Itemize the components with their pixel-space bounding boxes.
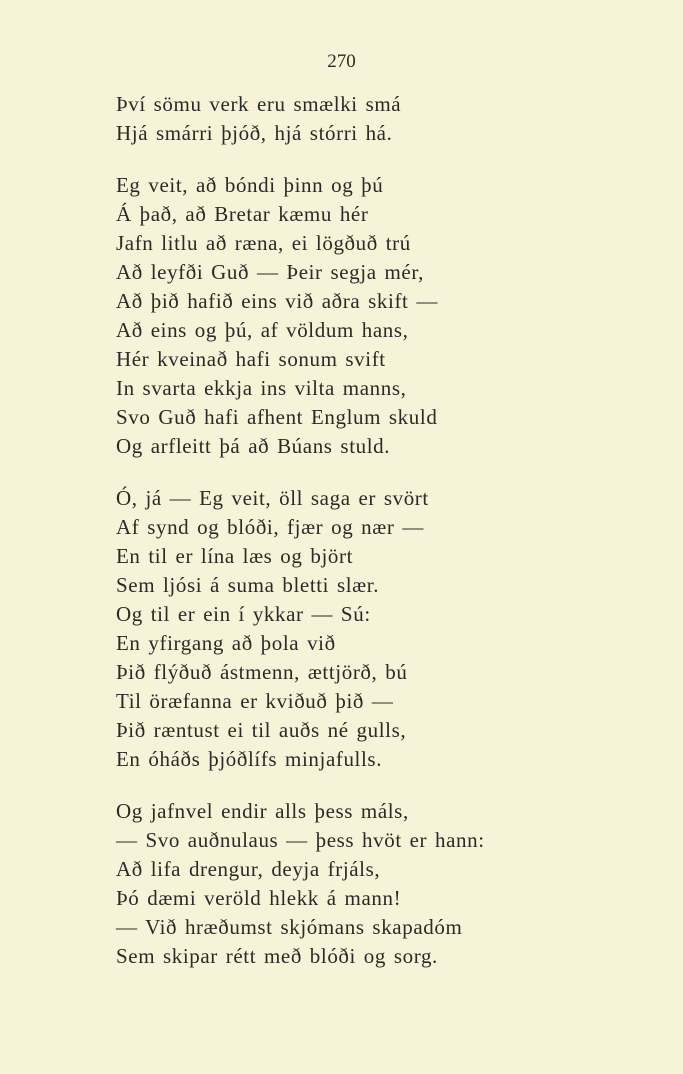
poem-line: — Svo auðnulaus — þess hvöt er hann: — [116, 828, 485, 852]
poem-line: Til öræfanna er kviðuð þið — — [116, 689, 394, 713]
poem-line: Þó dæmi veröld hlekk á mann! — [116, 886, 402, 910]
poem-line: Jafn litlu að ræna, ei lögðuð trú — [116, 231, 411, 255]
poem-body — [116, 90, 596, 971]
page-number: 270 — [327, 51, 356, 72]
poem-line: In svarta ekkja ins vilta manns, — [116, 376, 407, 400]
poem-line: En til er lína læs og björt — [116, 544, 354, 568]
poem-line: Og jafnvel endir alls þess máls, — [116, 799, 409, 823]
poem-line: Þið flýðuð ástmenn, ættjörð, bú — [116, 660, 408, 684]
stanza-1 — [116, 90, 596, 148]
poem-line: Því sömu verk eru smælki smá — [116, 92, 402, 116]
stanza-4 — [116, 797, 596, 971]
poem-line: Hér kveinað hafi sonum svift — [116, 347, 386, 371]
poem-line: En óháðs þjóðlífs minjafulls. — [116, 747, 383, 771]
poem-line: Og til er ein í ykkar — Sú: — [116, 602, 371, 626]
poem-line: Og arfleitt þá að Búans stuld. — [116, 434, 391, 458]
poem-line: Sem ljósi á suma bletti slær. — [116, 573, 380, 597]
poem-line: Þið ræntust ei til auðs né gulls, — [116, 718, 407, 742]
poem-line: En yfirgang að þola við — [116, 631, 336, 655]
poem-line: Að þið hafið eins við aðra skift — — [116, 289, 438, 313]
poem-line: Ó, já — Eg veit, öll saga er svört — [116, 486, 429, 510]
poem-line: Sem skipar rétt með blóði og sorg. — [116, 944, 438, 968]
poem-line: Að lifa drengur, deyja frjáls, — [116, 857, 381, 881]
poem-line: Á það, að Bretar kæmu hér — [116, 202, 369, 226]
poem-line: Að eins og þú, af völdum hans, — [116, 318, 409, 342]
poem-line: Hjá smárri þjóð, hjá stórri há. — [116, 121, 393, 145]
poem-line: — Við hræðumst skjómans skapadóm — [116, 915, 463, 939]
poem-line: Eg veit, að bóndi þinn og þú — [116, 173, 384, 197]
poem-line: Svo Guð hafi afhent Englum skuld — [116, 405, 438, 429]
poem-line: Af synd og blóði, fjær og nær — — [116, 515, 424, 539]
stanza-2 — [116, 171, 596, 461]
poem-line: Að leyfði Guð — Þeir segja mér, — [116, 260, 424, 284]
stanza-3 — [116, 484, 596, 774]
